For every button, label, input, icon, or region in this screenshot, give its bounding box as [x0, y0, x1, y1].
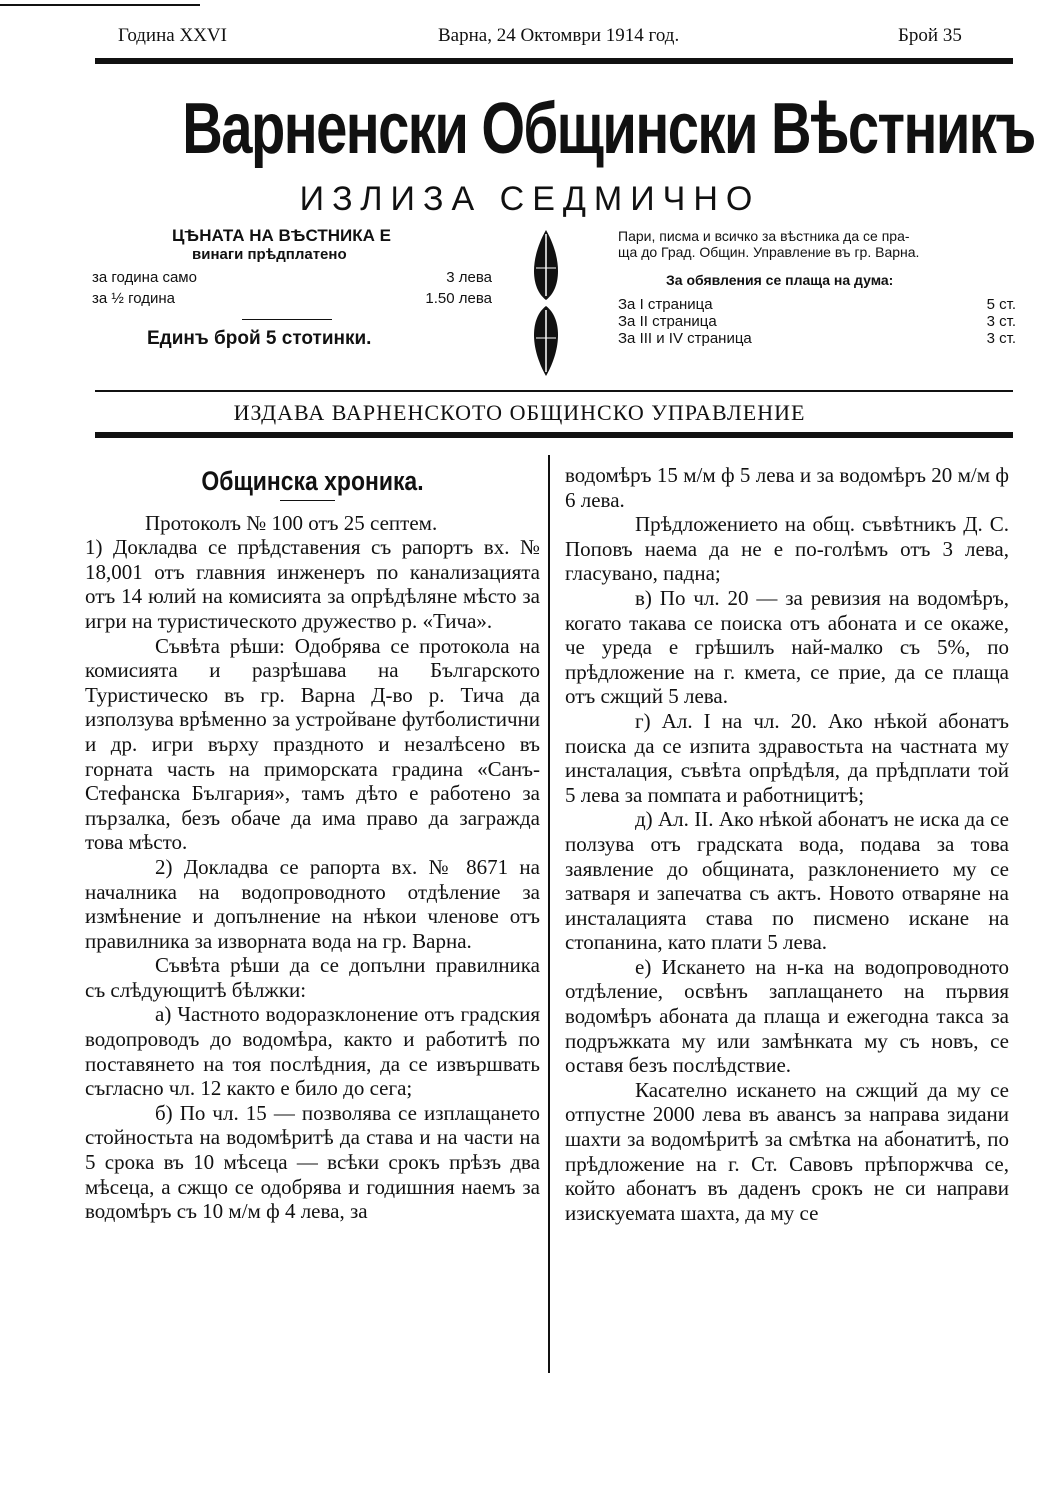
ads-heading: За обявления се плаща на дума: — [666, 272, 894, 288]
ad-rate-row — [618, 313, 1016, 330]
header-rule — [95, 58, 1013, 64]
paragraph: б) По чл. 15 — позволява се изплащането стойностьта на водомѣритѣ да става и на части на 5 срока въ 10 мѣсеца — всѣки срокъ прѣзъ два мѣсеца, а сжщо се одобрява и годишния наемъ за водомѣръ съ 10 м/м ф 4 лева, за — [85, 1100, 540, 1224]
price-divider — [242, 319, 332, 320]
ad-rate-value: 3 ст. — [986, 330, 1016, 347]
pricing-subheading: винаги прѣдплатено — [192, 246, 347, 263]
ornament-icon — [528, 228, 564, 378]
publication-frequency: ИЗЛИЗА СЕДМИЧНО — [299, 180, 761, 218]
paragraph: Прѣдложението на общ. съвѣтникъ Д. С. Поповъ наема да не е по-голѣмъ отъ 3 лева, гласувано, падна; — [565, 512, 1009, 586]
price-value: 1.50 лева — [425, 290, 492, 307]
paragraph: 1) Докладва се прѣдставения съ рапортъ вх. № 18,001 отъ главния инженеръ по канализацията отъ 14 юлий на комисията за опрѣдѣляне мѣсто за игри на туристическото дружество р. «Тича». — [85, 535, 540, 633]
ad-rate-row — [618, 296, 1016, 313]
paragraph: в) По чл. 20 — за ревизия на водомѣръ, когато такава се поиска отъ абоната и се окаже, че уреда е грѣшилъ най-малко съ 5%, по прѣдложение на г. кмета, се прие, да се плаща отъ сжщий 5 лева. — [565, 585, 1009, 709]
newspaper-title: Варненски Общински Вѣстникъ — [182, 89, 1035, 169]
ad-rate-value: 3 ст. — [986, 313, 1016, 330]
top-thin-rule — [0, 4, 200, 6]
paragraph: Съвѣта рѣши: Одобрява се протокола на комисията и разрѣшава на Българското Туристическо въ гр. Варна Д-во р. Тича да използува врѣменно за устройване футболистични и др. игри върху праздното и незалѣсено въ горната часть на приморската градина «Санъ-Стефанска България», тамъ дѣто е работено за пързалка, безъ обаче да има право да загражда това мѣсто. — [85, 633, 540, 855]
ad-rate-label: За III и IV страница — [618, 330, 752, 347]
article-title: Общинска хроника. — [201, 466, 424, 496]
date-label: Варна, 24 Октомври 1914 год. — [438, 25, 680, 46]
price-row-half-year — [92, 290, 492, 307]
year-label: Година XXVI — [118, 25, 227, 46]
paragraph: г) Ал. I на чл. 20. Ако нѣкой абонатъ поиска да се изпита здравостьта на частната му инсталация, съвѣта опрѣдѣля, да прѣдплати той 5 лева за помпата и работницитѣ; — [565, 708, 1009, 807]
publisher-line: ИЗДАВА ВАРНЕНСКОТО ОБЩИНСКО УПРАВЛЕНИЕ — [233, 400, 806, 425]
title-underline — [280, 500, 335, 501]
article-right-column — [565, 463, 1009, 1225]
publisher-top-rule — [95, 390, 1013, 392]
issue-number: Брой 35 — [898, 25, 962, 46]
paragraph: водомѣръ 15 м/м ф 5 лева и за водомѣръ 20 м/м ф 6 лева. — [565, 463, 1009, 512]
price-label: за ½ година — [92, 290, 175, 307]
ad-rate-row — [618, 330, 1016, 347]
paragraph: Протоколъ № 100 отъ 25 септем. — [145, 510, 438, 535]
paragraph: е) Искането на н-ка на водопроводното отдѣление, освѣнъ заплащането на първия водомѣръ абоната да плаща и ежегодна такса за подръжката му или замѣнката му съ новъ, се оставя безъ послѣдствие. — [565, 954, 1009, 1078]
paragraph: 2) Докладва се рапорта вх. № 8671 на началника на водопроводното отдѣление за измѣнение и допълнение на нѣкои членове отъ правилника за изворната вода на гр. Варна. — [85, 854, 540, 953]
pricing-box — [92, 226, 502, 350]
column-divider — [548, 455, 550, 1373]
paragraph: д) Ал. II. Ако нѣкой абонатъ не иска да се ползува отъ градската вода, подава за това заявление до общината, разклонението му се затваря и запечатва съ актъ. Новото отваряне на инсталацията става по писмено искане на стопанина, като плати 5 лева. — [565, 807, 1009, 955]
contact-line-1: Пари, писма и всичко за вѣстника да се пра- — [618, 228, 910, 244]
ad-rate-value: 5 ст. — [986, 296, 1016, 313]
pricing-heading: ЦѢНАТА НА ВѢСТНИКА Е — [172, 226, 391, 245]
price-row-year — [92, 269, 492, 286]
publisher-bottom-rule — [95, 432, 1013, 438]
ad-rate-label: За I страница — [618, 296, 713, 313]
price-label: за година само — [92, 269, 197, 286]
ad-rate-label: За II страница — [618, 313, 717, 330]
article-left-column — [85, 463, 540, 1224]
paragraph: а) Частното водоразклонение отъ градския водопроводъ до водомѣра, както и работитѣ по поставянето на тоя послѣдния, да се извършвать съгласно чл. 12 както е било до сега; — [85, 1002, 540, 1101]
price-value: 3 лева — [446, 269, 492, 286]
contact-line-2: ща до Град. Общин. Управление въ гр. Варна. — [618, 244, 920, 260]
paragraph: Касателно искането на сжщий да му се отпустне 2000 лева въ авансъ за направа зидани шахти за водомѣритѣ за смѣтка на абонатитѣ, по прѣдложение на г. Ст. Савовъ прѣпоржчва се, който абонатъ въ даденъ срокъ не си направи изискуемата шахта, да му се — [565, 1077, 1009, 1225]
contact-box — [618, 228, 1016, 347]
paragraph: Съвѣта рѣши да се допълни правилника съ слѣдующитѣ бѣлжки: — [85, 953, 540, 1002]
single-copy-price: Единъ брой 5 стотинки. — [147, 328, 372, 349]
